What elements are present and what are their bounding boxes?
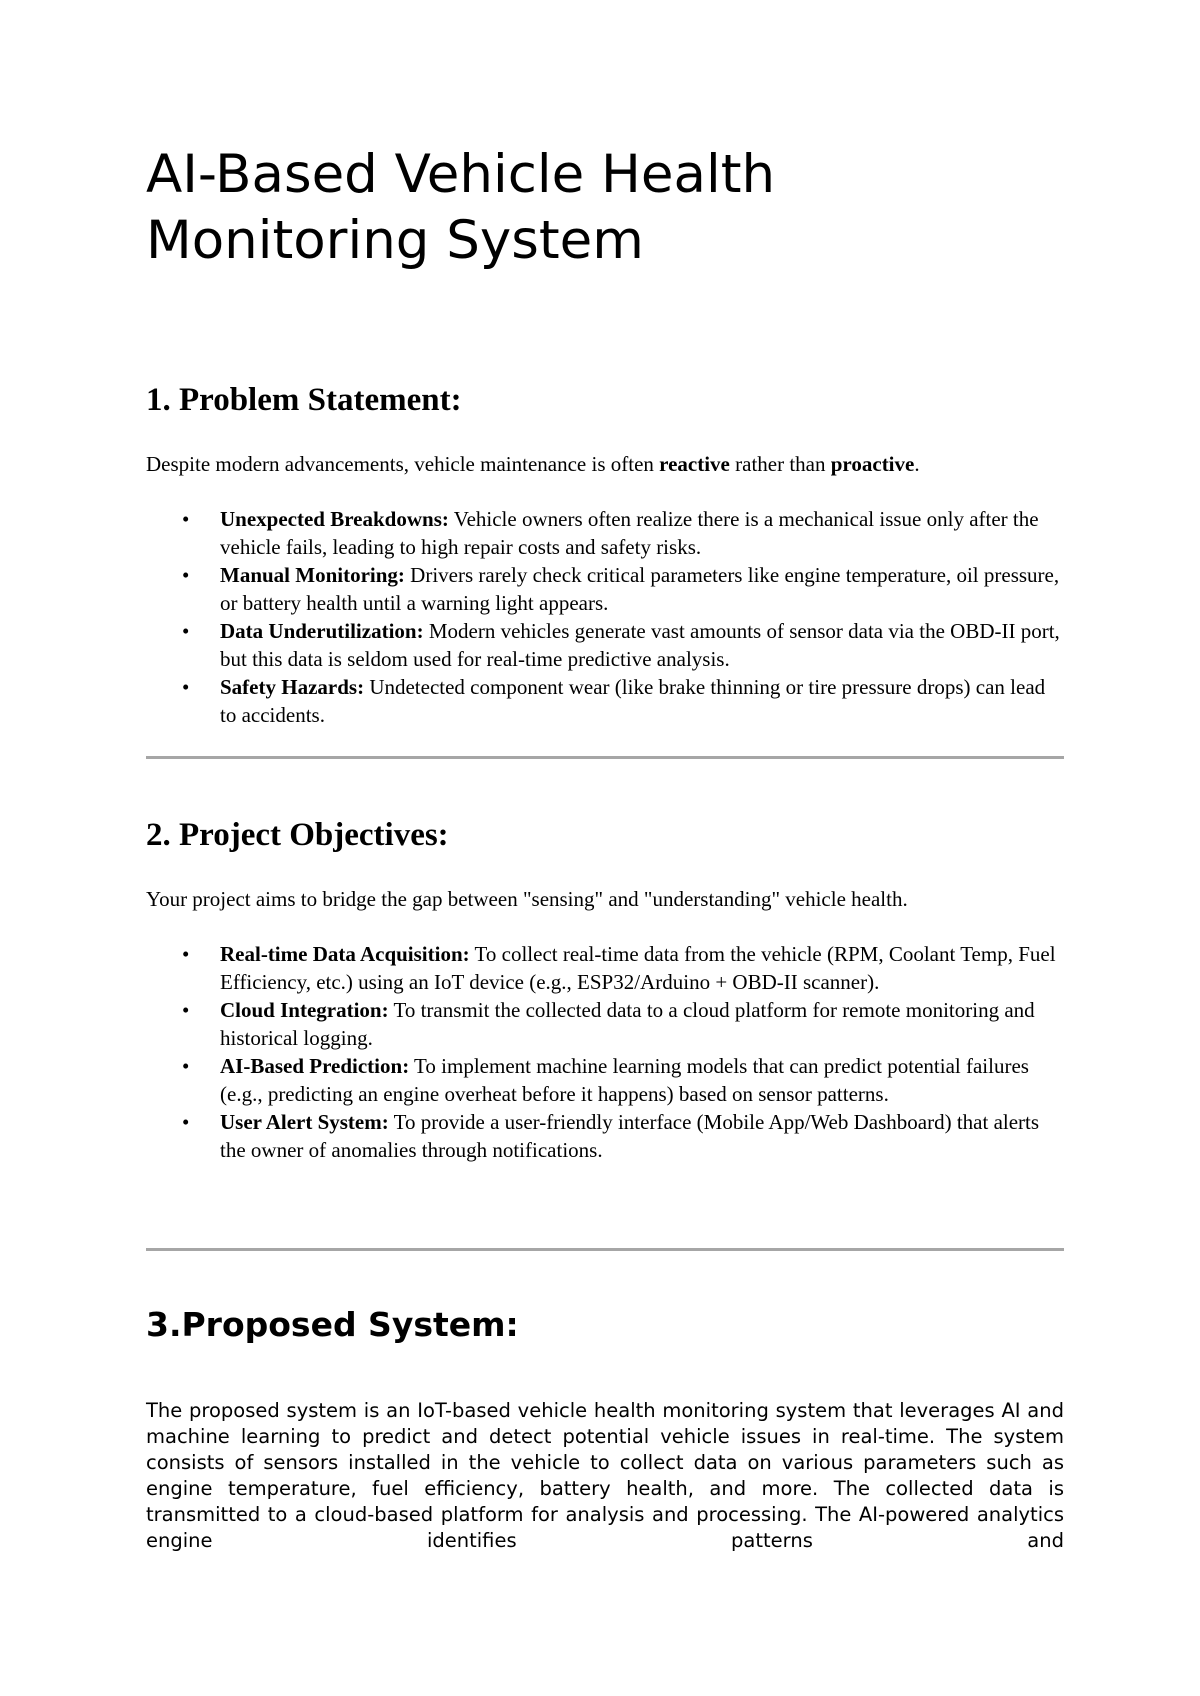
problem-intro bbox=[146, 450, 1064, 478]
bullet-icon: • bbox=[182, 1110, 190, 1134]
section-divider bbox=[146, 756, 1064, 759]
intro-emphasis-proactive: proactive bbox=[830, 452, 915, 476]
problem-bullet-list bbox=[146, 505, 1064, 729]
bullet-label: Data Underutilization: bbox=[220, 619, 424, 643]
list-item bbox=[146, 505, 1064, 561]
section-heading-proposed-system: 3.Proposed System: bbox=[146, 1305, 519, 1344]
list-item bbox=[146, 617, 1064, 673]
bullet-label: Safety Hazards: bbox=[220, 675, 365, 699]
list-item bbox=[146, 1108, 1064, 1164]
bullet-text: Drivers rarely check critical parameters like engine temperature, oil pressure, or battery health until a warning light appears. bbox=[220, 563, 1060, 615]
bullet-label: Unexpected Breakdowns: bbox=[220, 507, 449, 531]
objectives-bullet-list bbox=[146, 940, 1064, 1164]
section-divider bbox=[146, 1248, 1064, 1251]
bullet-text: Vehicle owners often realize there is a mechanical issue only after the vehicle fails, leading to high repair costs and safety risks. bbox=[220, 507, 1039, 559]
list-item bbox=[146, 673, 1064, 729]
bullet-label: Real-time Data Acquisition: bbox=[220, 942, 470, 966]
document-title: AI-Based Vehicle Health Monitoring System bbox=[146, 144, 776, 271]
bullet-label: Manual Monitoring: bbox=[220, 563, 405, 587]
bullet-label: User Alert System: bbox=[220, 1110, 389, 1134]
bullet-icon: • bbox=[182, 563, 190, 587]
section-heading-project-objectives: 2. Project Objectives: bbox=[146, 817, 449, 853]
list-item bbox=[146, 996, 1064, 1052]
objectives-intro: Your project aims to bridge the gap between "sensing" and "understanding" vehicle health. bbox=[146, 887, 908, 911]
bullet-text: To provide a user-friendly interface (Mobile App/Web Dashboard) that alerts the owner of anomalies through notifications. bbox=[220, 1110, 1040, 1162]
section-heading-problem-statement: 1. Problem Statement: bbox=[146, 382, 462, 418]
bullet-icon: • bbox=[182, 998, 190, 1022]
bullet-label: AI-Based Prediction: bbox=[220, 1054, 410, 1078]
proposed-system-paragraph: The proposed system is an IoT-based vehicle health monitoring system that leverages AI and machine learning to predict and detect potential vehicle issues in real-time. The system consists of sensors installed in the vehicle to collect data on various parameters such as engine temperature, fuel efficiency, battery health, and more. The collected data is transmitted to a cloud-based platform for analysis and processing. The AI-powered analytics engine identifies patterns and bbox=[146, 1399, 1064, 1552]
intro-emphasis-reactive: reactive bbox=[659, 452, 730, 476]
list-item bbox=[146, 561, 1064, 617]
bullet-text: To transmit the collected data to a cloud platform for remote monitoring and historical logging. bbox=[220, 998, 1035, 1050]
bullet-icon: • bbox=[182, 507, 190, 531]
bullet-text: Undetected component wear (like brake thinning or tire pressure drops) can lead to accidents. bbox=[220, 675, 1046, 727]
list-item bbox=[146, 940, 1064, 996]
list-item bbox=[146, 1052, 1064, 1108]
intro-text: rather than bbox=[729, 452, 831, 476]
bullet-icon: • bbox=[182, 619, 190, 643]
bullet-icon: • bbox=[182, 675, 190, 699]
intro-text: Despite modern advancements, vehicle maintenance is often bbox=[146, 452, 660, 476]
bullet-text: To collect real-time data from the vehicle (RPM, Coolant Temp, Fuel Efficiency, etc.) using an IoT device (e.g., ESP32/Arduino + OBD-II scanner). bbox=[220, 942, 1056, 994]
bullet-icon: • bbox=[182, 942, 190, 966]
intro-text: . bbox=[914, 452, 920, 476]
bullet-label: Cloud Integration: bbox=[220, 998, 389, 1022]
bullet-text: To implement machine learning models that can predict potential failures (e.g., predicting an engine overheat before it happens) based on sensor patterns. bbox=[220, 1054, 1029, 1106]
bullet-icon: • bbox=[182, 1054, 190, 1078]
bullet-text: Modern vehicles generate vast amounts of sensor data via the OBD-II port, but this data is seldom used for real-time predictive analysis. bbox=[220, 619, 1060, 671]
